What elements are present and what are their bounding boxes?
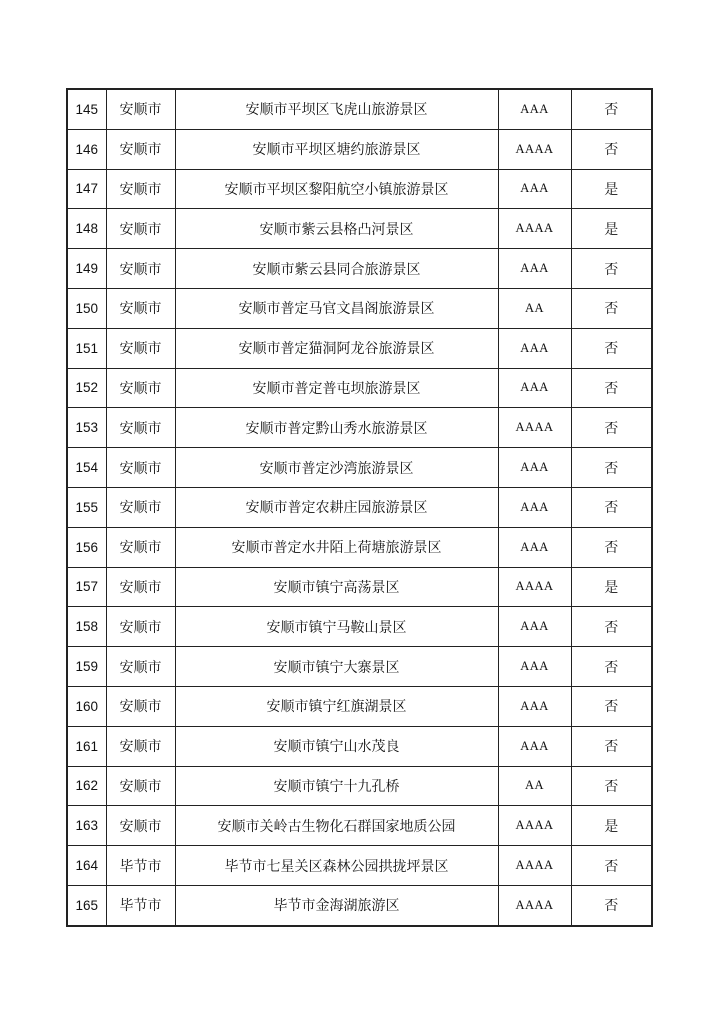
grade-cell: AAA xyxy=(498,249,571,289)
row-number: 154 xyxy=(67,448,106,488)
table-body xyxy=(67,89,652,926)
grade-cell: AAAA xyxy=(498,885,571,925)
grade-cell: AAAA xyxy=(498,846,571,886)
table-row xyxy=(67,527,652,567)
row-number: 156 xyxy=(67,527,106,567)
table-row xyxy=(67,209,652,249)
flag-cell: 否 xyxy=(571,89,652,129)
row-number: 153 xyxy=(67,408,106,448)
flag-cell: 否 xyxy=(571,487,652,527)
scenic-name-cell: 安顺市关岭古生物化石群国家地质公园 xyxy=(175,806,498,846)
scenic-name-cell: 安顺市平坝区飞虎山旅游景区 xyxy=(175,89,498,129)
row-number: 163 xyxy=(67,806,106,846)
table-row xyxy=(67,249,652,289)
table-row xyxy=(67,766,652,806)
scenic-name-cell: 安顺市普定马官文昌阁旅游景区 xyxy=(175,288,498,328)
flag-cell: 是 xyxy=(571,169,652,209)
grade-cell: AAA xyxy=(498,368,571,408)
grade-cell: AAA xyxy=(498,487,571,527)
grade-cell: AAA xyxy=(498,328,571,368)
city-cell: 安顺市 xyxy=(106,647,175,687)
flag-cell: 是 xyxy=(571,806,652,846)
row-number: 157 xyxy=(67,567,106,607)
flag-cell: 否 xyxy=(571,885,652,925)
flag-cell: 否 xyxy=(571,288,652,328)
grade-cell: AA xyxy=(498,288,571,328)
scenic-name-cell: 安顺市镇宁山水茂良 xyxy=(175,726,498,766)
scenic-name-cell: 安顺市镇宁马鞍山景区 xyxy=(175,607,498,647)
city-cell: 安顺市 xyxy=(106,209,175,249)
scenic-name-cell: 安顺市普定猫洞阿龙谷旅游景区 xyxy=(175,328,498,368)
city-cell: 安顺市 xyxy=(106,368,175,408)
row-number: 155 xyxy=(67,487,106,527)
row-number: 152 xyxy=(67,368,106,408)
flag-cell: 否 xyxy=(571,766,652,806)
city-cell: 安顺市 xyxy=(106,448,175,488)
table-row xyxy=(67,607,652,647)
scenic-name-cell: 安顺市镇宁红旗湖景区 xyxy=(175,686,498,726)
grade-cell: AAAA xyxy=(498,129,571,169)
table-row xyxy=(67,288,652,328)
row-number: 164 xyxy=(67,846,106,886)
scenic-name-cell: 安顺市紫云县格凸河景区 xyxy=(175,209,498,249)
flag-cell: 否 xyxy=(571,249,652,289)
scenic-name-cell: 安顺市镇宁高荡景区 xyxy=(175,567,498,607)
flag-cell: 否 xyxy=(571,408,652,448)
flag-cell: 是 xyxy=(571,567,652,607)
table-row xyxy=(67,129,652,169)
table-row xyxy=(67,686,652,726)
scenic-name-cell: 毕节市七星关区森林公园拱拢坪景区 xyxy=(175,846,498,886)
city-cell: 安顺市 xyxy=(106,89,175,129)
scenic-name-cell: 安顺市平坝区黎阳航空小镇旅游景区 xyxy=(175,169,498,209)
row-number: 160 xyxy=(67,686,106,726)
grade-cell: AAA xyxy=(498,527,571,567)
flag-cell: 否 xyxy=(571,448,652,488)
table-row xyxy=(67,726,652,766)
scenic-name-cell: 安顺市普定黔山秀水旅游景区 xyxy=(175,408,498,448)
row-number: 150 xyxy=(67,288,106,328)
city-cell: 毕节市 xyxy=(106,846,175,886)
row-number: 151 xyxy=(67,328,106,368)
city-cell: 安顺市 xyxy=(106,487,175,527)
flag-cell: 否 xyxy=(571,607,652,647)
city-cell: 毕节市 xyxy=(106,885,175,925)
table-row xyxy=(67,328,652,368)
scenic-name-cell: 安顺市紫云县同合旅游景区 xyxy=(175,249,498,289)
scenic-name-cell: 安顺市平坝区塘约旅游景区 xyxy=(175,129,498,169)
row-number: 149 xyxy=(67,249,106,289)
scenic-name-cell: 安顺市普定农耕庄园旅游景区 xyxy=(175,487,498,527)
row-number: 159 xyxy=(67,647,106,687)
flag-cell: 否 xyxy=(571,328,652,368)
flag-cell: 否 xyxy=(571,686,652,726)
table-row xyxy=(67,846,652,886)
table-row xyxy=(67,368,652,408)
flag-cell: 否 xyxy=(571,527,652,567)
grade-cell: AAAA xyxy=(498,209,571,249)
city-cell: 安顺市 xyxy=(106,328,175,368)
city-cell: 安顺市 xyxy=(106,607,175,647)
scenic-name-cell: 安顺市普定普屯坝旅游景区 xyxy=(175,368,498,408)
city-cell: 安顺市 xyxy=(106,726,175,766)
flag-cell: 否 xyxy=(571,129,652,169)
grade-cell: AAAA xyxy=(498,806,571,846)
city-cell: 安顺市 xyxy=(106,527,175,567)
row-number: 162 xyxy=(67,766,106,806)
city-cell: 安顺市 xyxy=(106,288,175,328)
flag-cell: 否 xyxy=(571,368,652,408)
city-cell: 安顺市 xyxy=(106,129,175,169)
city-cell: 安顺市 xyxy=(106,686,175,726)
scenic-name-cell: 安顺市镇宁十九孔桥 xyxy=(175,766,498,806)
grade-cell: AAA xyxy=(498,726,571,766)
table-row xyxy=(67,169,652,209)
row-number: 161 xyxy=(67,726,106,766)
scenic-name-cell: 安顺市普定水井陌上荷塘旅游景区 xyxy=(175,527,498,567)
row-number: 165 xyxy=(67,885,106,925)
row-number: 145 xyxy=(67,89,106,129)
city-cell: 安顺市 xyxy=(106,567,175,607)
table-row xyxy=(67,408,652,448)
grade-cell: AAA xyxy=(498,647,571,687)
flag-cell: 否 xyxy=(571,647,652,687)
flag-cell: 是 xyxy=(571,209,652,249)
table-row xyxy=(67,647,652,687)
city-cell: 安顺市 xyxy=(106,806,175,846)
grade-cell: AAA xyxy=(498,686,571,726)
grade-cell: AAA xyxy=(498,89,571,129)
row-number: 148 xyxy=(67,209,106,249)
grade-cell: AAAA xyxy=(498,567,571,607)
city-cell: 安顺市 xyxy=(106,169,175,209)
scenic-name-cell: 安顺市镇宁大寨景区 xyxy=(175,647,498,687)
grade-cell: AA xyxy=(498,766,571,806)
table-row xyxy=(67,567,652,607)
flag-cell: 否 xyxy=(571,726,652,766)
grade-cell: AAAA xyxy=(498,408,571,448)
flag-cell: 否 xyxy=(571,846,652,886)
grade-cell: AAA xyxy=(498,607,571,647)
scenic-area-table xyxy=(66,88,653,927)
table-row xyxy=(67,89,652,129)
city-cell: 安顺市 xyxy=(106,408,175,448)
scenic-name-cell: 安顺市普定沙湾旅游景区 xyxy=(175,448,498,488)
table-row xyxy=(67,448,652,488)
grade-cell: AAA xyxy=(498,169,571,209)
scenic-name-cell: 毕节市金海湖旅游区 xyxy=(175,885,498,925)
table-row xyxy=(67,806,652,846)
row-number: 147 xyxy=(67,169,106,209)
table-row xyxy=(67,885,652,925)
table-row xyxy=(67,487,652,527)
row-number: 146 xyxy=(67,129,106,169)
row-number: 158 xyxy=(67,607,106,647)
city-cell: 安顺市 xyxy=(106,249,175,289)
city-cell: 安顺市 xyxy=(106,766,175,806)
grade-cell: AAA xyxy=(498,448,571,488)
